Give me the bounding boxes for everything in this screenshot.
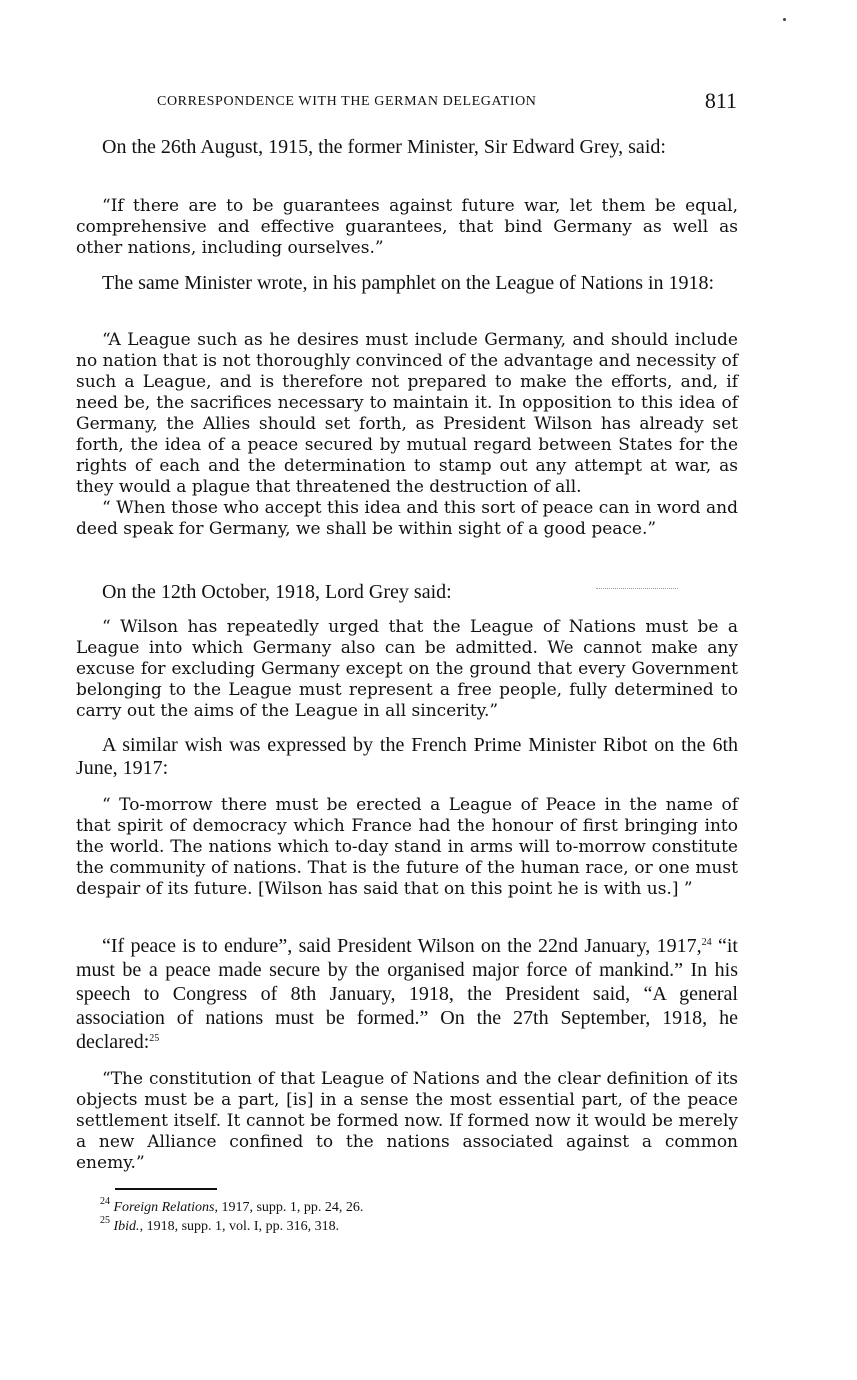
paragraph-grey-1915: On the 26th August, 1915, the former Minister, Sir Edward Grey, said:: [102, 136, 666, 158]
footnote-24-text: , 1917, supp. 1, pp. 24, 26.: [214, 1200, 364, 1215]
footnote-24: [100, 1196, 364, 1216]
stray-ink-mark: [783, 18, 786, 21]
quote-wilson-league: “The constitution of that League of Nations and the clear definition of its objects must be a part, [is] in a sense the most essential part, of the peace settlement itself. It cannot be formed now. If formed now it would be merely a new Alliance confined to the nations associated against a common enemy.”: [76, 1069, 738, 1173]
paragraph-grey-1918: On the 12th October, 1918, Lord Grey said:: [102, 581, 452, 603]
footnote-ref-24[interactable]: 24: [701, 937, 712, 948]
footnote-25-text: , 1918, supp. 1, vol. I, pp. 316, 318.: [139, 1219, 340, 1234]
footnote-divider: [115, 1188, 217, 1190]
paragraph-wilson-text-1: “If peace is to endure”, said President Wilson on the 22nd January, 1917,: [102, 935, 702, 957]
running-title: CORRESPONDENCE WITH THE GERMAN DELEGATION: [157, 94, 537, 109]
page-number: 811: [704, 88, 737, 113]
quote-grey-1918: “ Wilson has repeatedly urged that the League of Nations must be a League into which Germany also can be admitted. We cannot make any excuse for excluding Germany except on the ground that every Government belonging to the League must represent a free people, fully determined to carry out the aims of the League in all sincerity.”: [76, 617, 738, 721]
quote-grey-1915: “If there are to be guarantees against future war, let them be equal, comprehensive and effective guarantees, that bind Germany as well as other nations, including ourselves.”: [76, 196, 738, 258]
quote-ribot: “ To-morrow there must be erected a League of Peace in the name of that spirit of democracy which France had the honour of first bringing into the world. The nations which to-day stand in arms will to-morrow constitute the community of nations. That is the future of the human race, or one must despair of its future. [Wilson has said that on this point he is with us.] ”: [76, 795, 738, 899]
quote-pamphlet-part-1: “A League such as he desires must include Germany, and should include no nation that is not thoroughly convinced of the advantage and necessity of such a League, and is therefore not prepared to make the efforts, and, if need be, the sacrifices necessary to maintain it. In opposition to this idea of Germany, the Allies should set forth, as President Wilson has already set forth, the idea of a peace secured by mutual regard between States for the rights of each and the determination to stamp out any attempt at war, as they would a plague that threatened the destruction of all.: [76, 330, 738, 497]
quote-pamphlet: [76, 330, 738, 540]
paragraph-pamphlet-1918: The same Minister wrote, in his pamphlet on the League of Nations in 1918:: [102, 272, 715, 294]
footnote-mark-25: 25: [100, 1215, 110, 1226]
paragraph-ribot: A similar wish was expressed by the French Prime Minister Ribot on the 6th June, 1917:: [76, 734, 738, 779]
footnote-25: [100, 1215, 340, 1235]
footnote-ref-25[interactable]: 25: [149, 1033, 160, 1044]
footnote-mark-24: 24: [100, 1196, 110, 1207]
footnote-25-title: Ibid.: [113, 1219, 140, 1234]
footnote-24-title: Foreign Relations: [113, 1200, 215, 1215]
paragraph-wilson: [76, 934, 738, 1054]
paragraph-wilson-text-2: “it must be a peace made secure by the organised major force of mankind.” In his speech to Congress of 8th January, 1918, the President said, “A general association of nations must be formed.” On the 27th September, 1918, he declared:: [76, 935, 738, 1053]
running-head: [157, 88, 737, 118]
ink-smudge: [596, 588, 678, 593]
quote-pamphlet-part-2: “ When those who accept this idea and this sort of peace can in word and deed speak for Germany, we shall be within sight of a good peace.”: [76, 498, 738, 539]
